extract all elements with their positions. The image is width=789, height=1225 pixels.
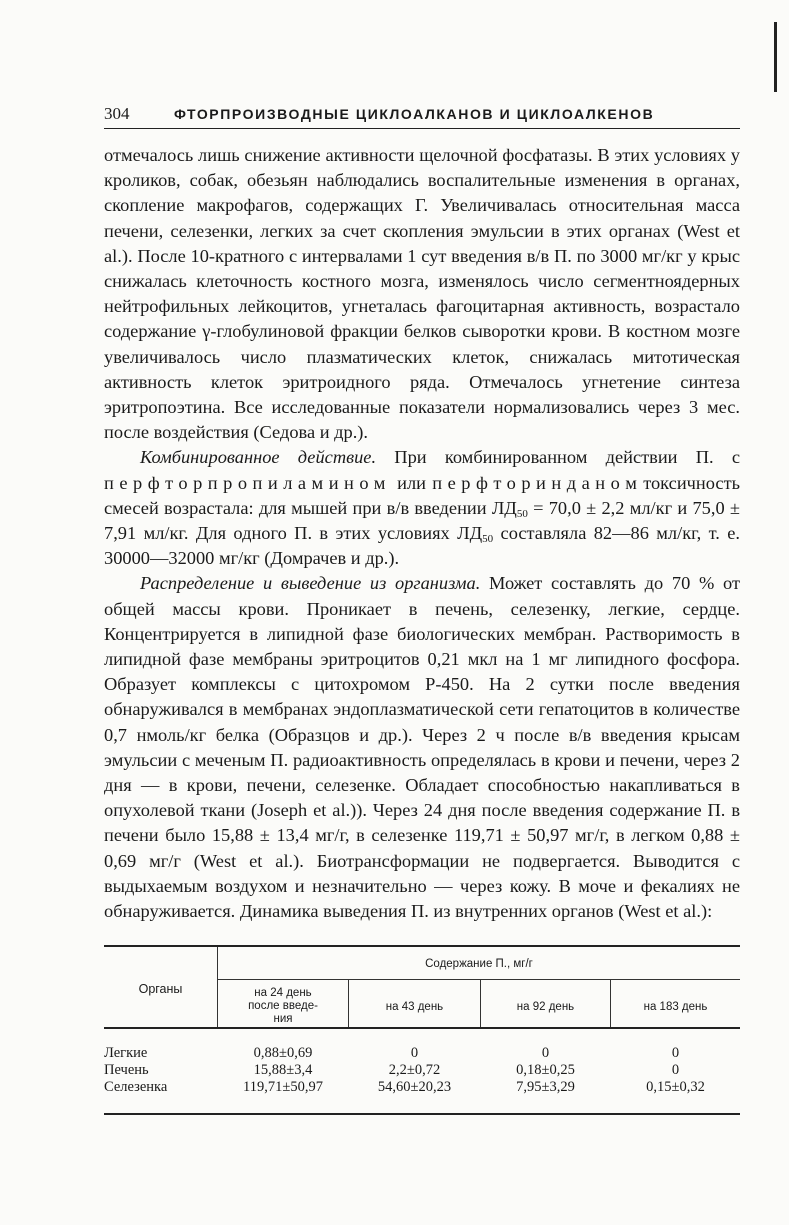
header-line: после введе-	[248, 1000, 318, 1012]
value-cell: 0	[541, 1045, 550, 1061]
value-cell: 15,88±3,4	[253, 1062, 313, 1078]
header-line: ния	[273, 1013, 293, 1025]
header-day-183: на 183 день	[643, 1001, 708, 1013]
header-day-24	[218, 987, 348, 1026]
header-organs: Органы	[138, 982, 183, 996]
spaced-term-perfluoropropylamine: перфторпропиламином	[104, 472, 391, 493]
value-cell: 0,15±0,32	[646, 1079, 705, 1095]
value-cell: 0,18±0,25	[516, 1062, 575, 1078]
scan-edge-mark	[774, 22, 777, 92]
value-cell: 0	[410, 1045, 419, 1061]
table-hline	[218, 979, 740, 980]
header-group: Содержание П., мг/г	[425, 958, 533, 970]
value-cell: 0	[671, 1062, 680, 1078]
value-cell: 2,2±0,72	[388, 1062, 441, 1078]
value-cell: 54,60±20,23	[377, 1079, 452, 1095]
paragraph-distribution	[104, 571, 740, 924]
spaced-term-perfluoroindane: перфториндано	[432, 472, 626, 493]
running-header	[104, 104, 740, 129]
text-fragment: или	[390, 472, 433, 493]
organ-label: Селезенка	[104, 1079, 168, 1095]
subscript-50: 50	[516, 507, 528, 520]
value-cell: 119,71±50,97	[243, 1079, 323, 1095]
value-cell: 0	[671, 1045, 680, 1061]
page-number: 304	[104, 104, 130, 123]
table-bottom-rule	[104, 1113, 740, 1115]
section-title-combined-action: Комбинированное действие.	[140, 447, 377, 468]
running-title: ФТОРПРОИЗВОДНЫЕ ЦИКЛОАЛКАНОВ И ЦИКЛОАЛКЕНОВ	[174, 106, 655, 122]
table-top-rule	[104, 945, 740, 947]
organ-label: Легкие	[104, 1045, 148, 1061]
subscript-50: 50	[482, 533, 494, 546]
section-title-distribution: Распределение и выведение из организма.	[140, 573, 481, 594]
header-day-92: на 92 день	[516, 1001, 575, 1013]
paragraph-1: отмечалось лишь снижение активности щелочной фосфатазы. В этих условиях у кроликов, собак, обезьян наблюдались воспалительные изменения в органах, скопление макрофагов, содержащих Г. Увеличивалась относительная масса печени, селезенки, легких за счет скопления эмульсии в этих органах (West et al.). После 10-кратного с интервалами 1 сут введения в/в П. по 3000 мг/кг у крыс снижалась клеточность костного мозга, изменялось число сегментноядерных нейтрофильных лейкоцитов, угнеталась фагоцитарная активность, возрастало содержание γ-глобулиновой фракции белков сыворотки крови. В костном мозге увеличивалось число плазматических клеток, снижалась митотическая активность клеток эритроидного ряда. Отмечалось угнетение синтеза эритропоэтина. Все исследованные показатели нормализовались через 3 мес. после воздействия (Седова и др.).	[104, 145, 740, 443]
value-cell: 7,95±3,29	[516, 1079, 575, 1095]
table-header-rule	[104, 1027, 740, 1029]
value-cell: 0,88±0,69	[253, 1045, 313, 1061]
text-fragment: м токсичность смесей возрастала: для мышей при в/в введении ЛД	[104, 472, 740, 518]
body-text	[104, 143, 740, 924]
text-fragment: Может составлять до 70 % от общей массы крови. Проникает в печень, селезенку, легкие, сердце. Концентрируется в липидной фазе биологических мембран. Растворимость в липидной фазе мембраны эритроцитов 0,21 мкл на 1 мг липидного фосфора. Образует комплексы с цитохромом Р-450. На 2 сутки после введения обнаруживался в мембранах эндоплазматической сети гепатоцитов в количестве 0,7 нмоль/кг белка (Образцов и др.). Через 2 ч после в/в введения крысам эмульсии с меченым П. радиоактивность определялась в крови и печени, через 2 дня — в крови, печени, селезенке. Обладает способностью накапливаться в опухолевой ткани (Joseph et al.)). Через 24 дня после введения содержание П. в печени было 15,88 ± 13,4 мг/г, в селезенке 119,71 ± 50,97 мг/г, в легком 0,88 ± 0,69 мг/г (West et al.). Биотрансформации не подвергается. Выводится с выдыхаемым воздухом и незначительно — через кожу. В моче и фекалиях не обнаруживается. Динамика выведения П. из внутренних органов (West et al.):	[104, 573, 740, 922]
paragraph-combined-action	[104, 445, 740, 571]
organ-label: Печень	[104, 1062, 149, 1078]
text-fragment: При комбинированном действии П. с	[376, 447, 741, 468]
header-day-43: на 43 день	[385, 1001, 444, 1013]
text-fragment: составляла 82—86 мл/кг, т. е. 30000—32000 мг/кг (Домрачев и др.).	[104, 523, 740, 569]
header-line: на 24 день	[254, 987, 312, 999]
text-fragment: = 70,0 ± 2,2 мл/кг и 75,0 ± 7,91 мл/кг. Для одного П. в этих условиях ЛД	[104, 497, 740, 544]
